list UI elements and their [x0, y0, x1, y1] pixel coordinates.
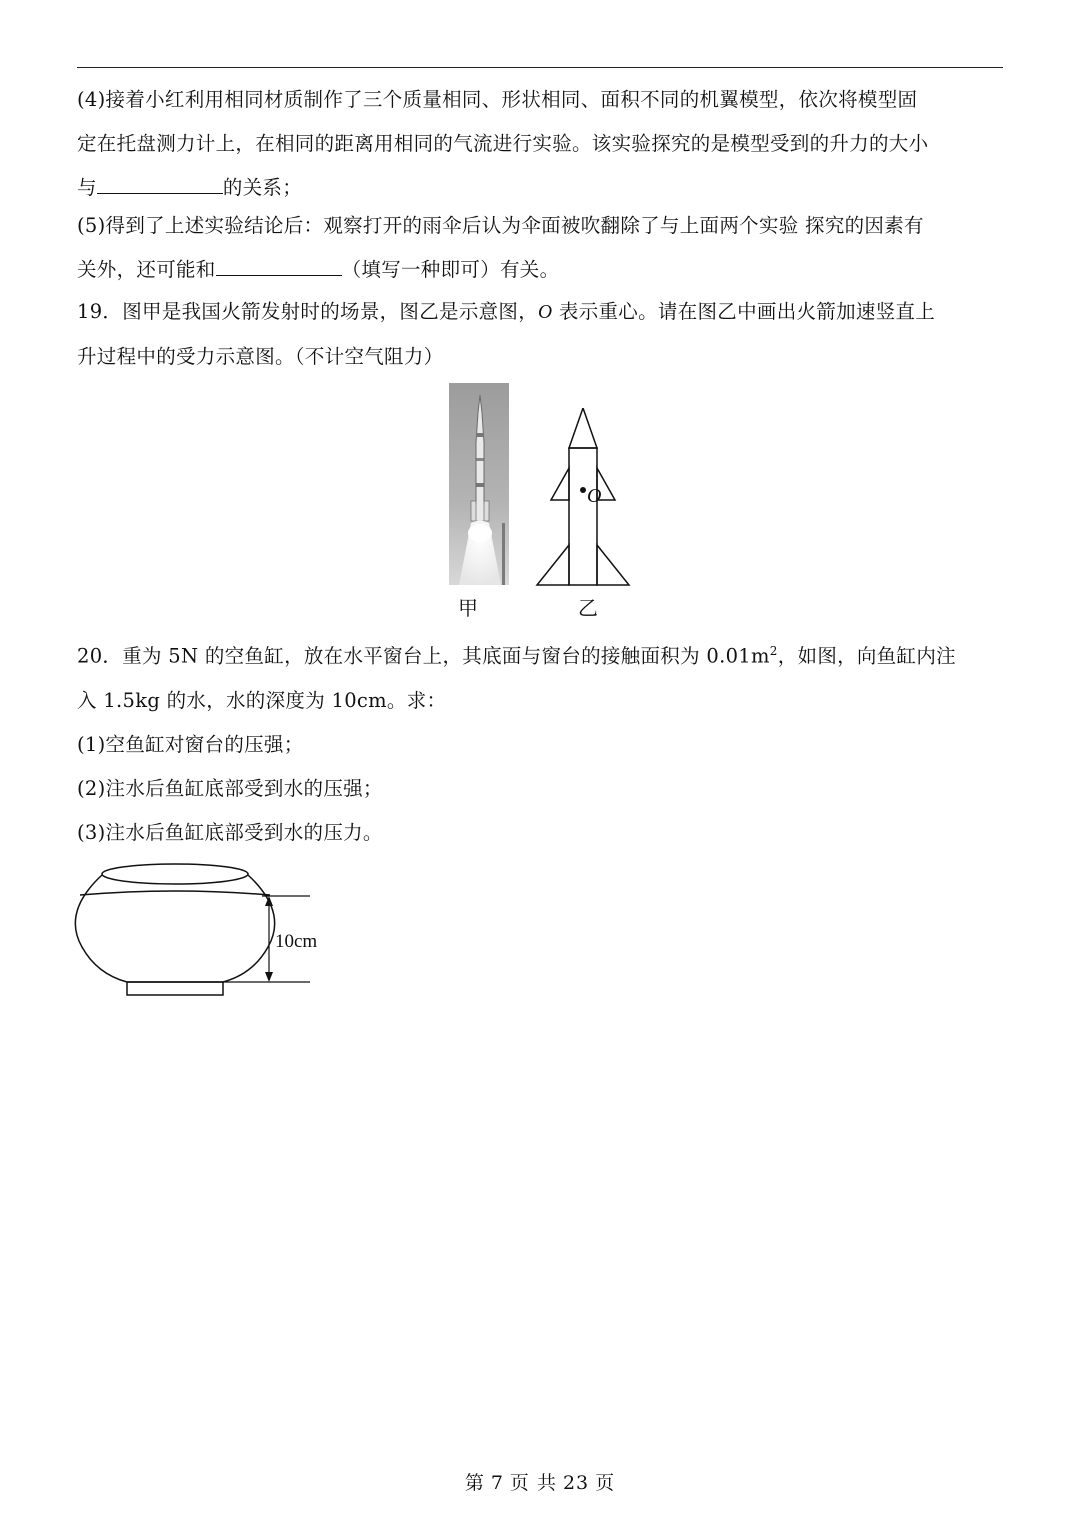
q20-line2: 入 1.5kg 的水，水的深度为 10cm。求： — [77, 688, 447, 712]
q19-line1-o: O — [538, 302, 553, 323]
q19-line2: 升过程中的受力示意图。（不计空气阻力） — [77, 345, 444, 368]
q18-p5-line2-post: （填写一种即可）有关。 — [341, 258, 560, 281]
q18-part5 — [77, 204, 1007, 292]
fishbowl-diagram — [72, 862, 342, 1000]
caption-jia: 甲 — [458, 596, 478, 620]
q18-part4 — [77, 78, 1007, 210]
q20-sub3: (3)注水后鱼缸底部受到水的压力。 — [77, 820, 383, 844]
q18-p5-line2-pre: 关外，还可能和 — [77, 258, 216, 281]
answer-blank-1[interactable] — [97, 171, 223, 194]
rocket-photo — [449, 383, 509, 585]
q18-p4-line1: (4)接着小红利用相同材质制作了三个质量相同、形状相同、面积不同的机翼模型，依次将模型固 — [77, 88, 918, 111]
depth-label: 10cm — [275, 931, 318, 952]
arrow-down-icon — [265, 972, 273, 982]
rocket-diagram — [532, 408, 636, 588]
footer-page-number: 7 — [490, 1472, 504, 1494]
center-of-gravity-label: O — [587, 485, 602, 507]
answer-blank-2[interactable] — [216, 253, 342, 276]
q18-p4-line3-post: 的关系； — [222, 176, 303, 199]
q19-line1-post: 表示重心。请在图乙中画出火箭加速竖直上 — [558, 300, 936, 323]
caption-yi: 乙 — [578, 596, 598, 620]
q18-p4-line2: 定在托盘测力计上，在相同的距离用相同的气流进行实验。该实验探究的是模型受到的升力的大小 — [77, 132, 929, 155]
q18-p4-line3-pre: 与 — [77, 176, 97, 199]
q20-text — [77, 629, 1007, 855]
q18-p5-line2 — [77, 248, 1007, 292]
footer-mid: 页 共 — [509, 1472, 557, 1494]
q19-text — [77, 290, 1007, 379]
q19-line1-pre: 19．图甲是我国火箭发射时的场景，图乙是示意图， — [77, 300, 539, 323]
q18-p5-line1: (5)得到了上述实验结论后：观察打开的雨伞后认为伞面被吹翻除了与上面两个实验 探究的因素有 — [77, 214, 924, 237]
page-footer — [0, 1468, 1080, 1495]
q20-line1-post: ，如图，向鱼缸内注 — [777, 644, 956, 668]
center-of-gravity-dot — [580, 487, 586, 493]
footer-total-pages: 23 — [562, 1472, 590, 1494]
q20-line1-sup: 2 — [769, 644, 778, 658]
header-rule — [77, 67, 1003, 68]
q20-line1-pre: 20．重为 5N 的空鱼缸，放在水平窗台上，其底面与窗台的接触面积为 0.01m — [77, 644, 770, 668]
q20-sub2: (2)注水后鱼缸底部受到水的压强； — [77, 776, 383, 800]
footer-suffix: 页 — [595, 1472, 616, 1494]
footer-prefix: 第 — [464, 1472, 485, 1494]
q20-line1 — [77, 629, 1007, 679]
q20-sub1: (1)空鱼缸对窗台的压强； — [77, 732, 304, 756]
q19-line1 — [77, 290, 1007, 335]
